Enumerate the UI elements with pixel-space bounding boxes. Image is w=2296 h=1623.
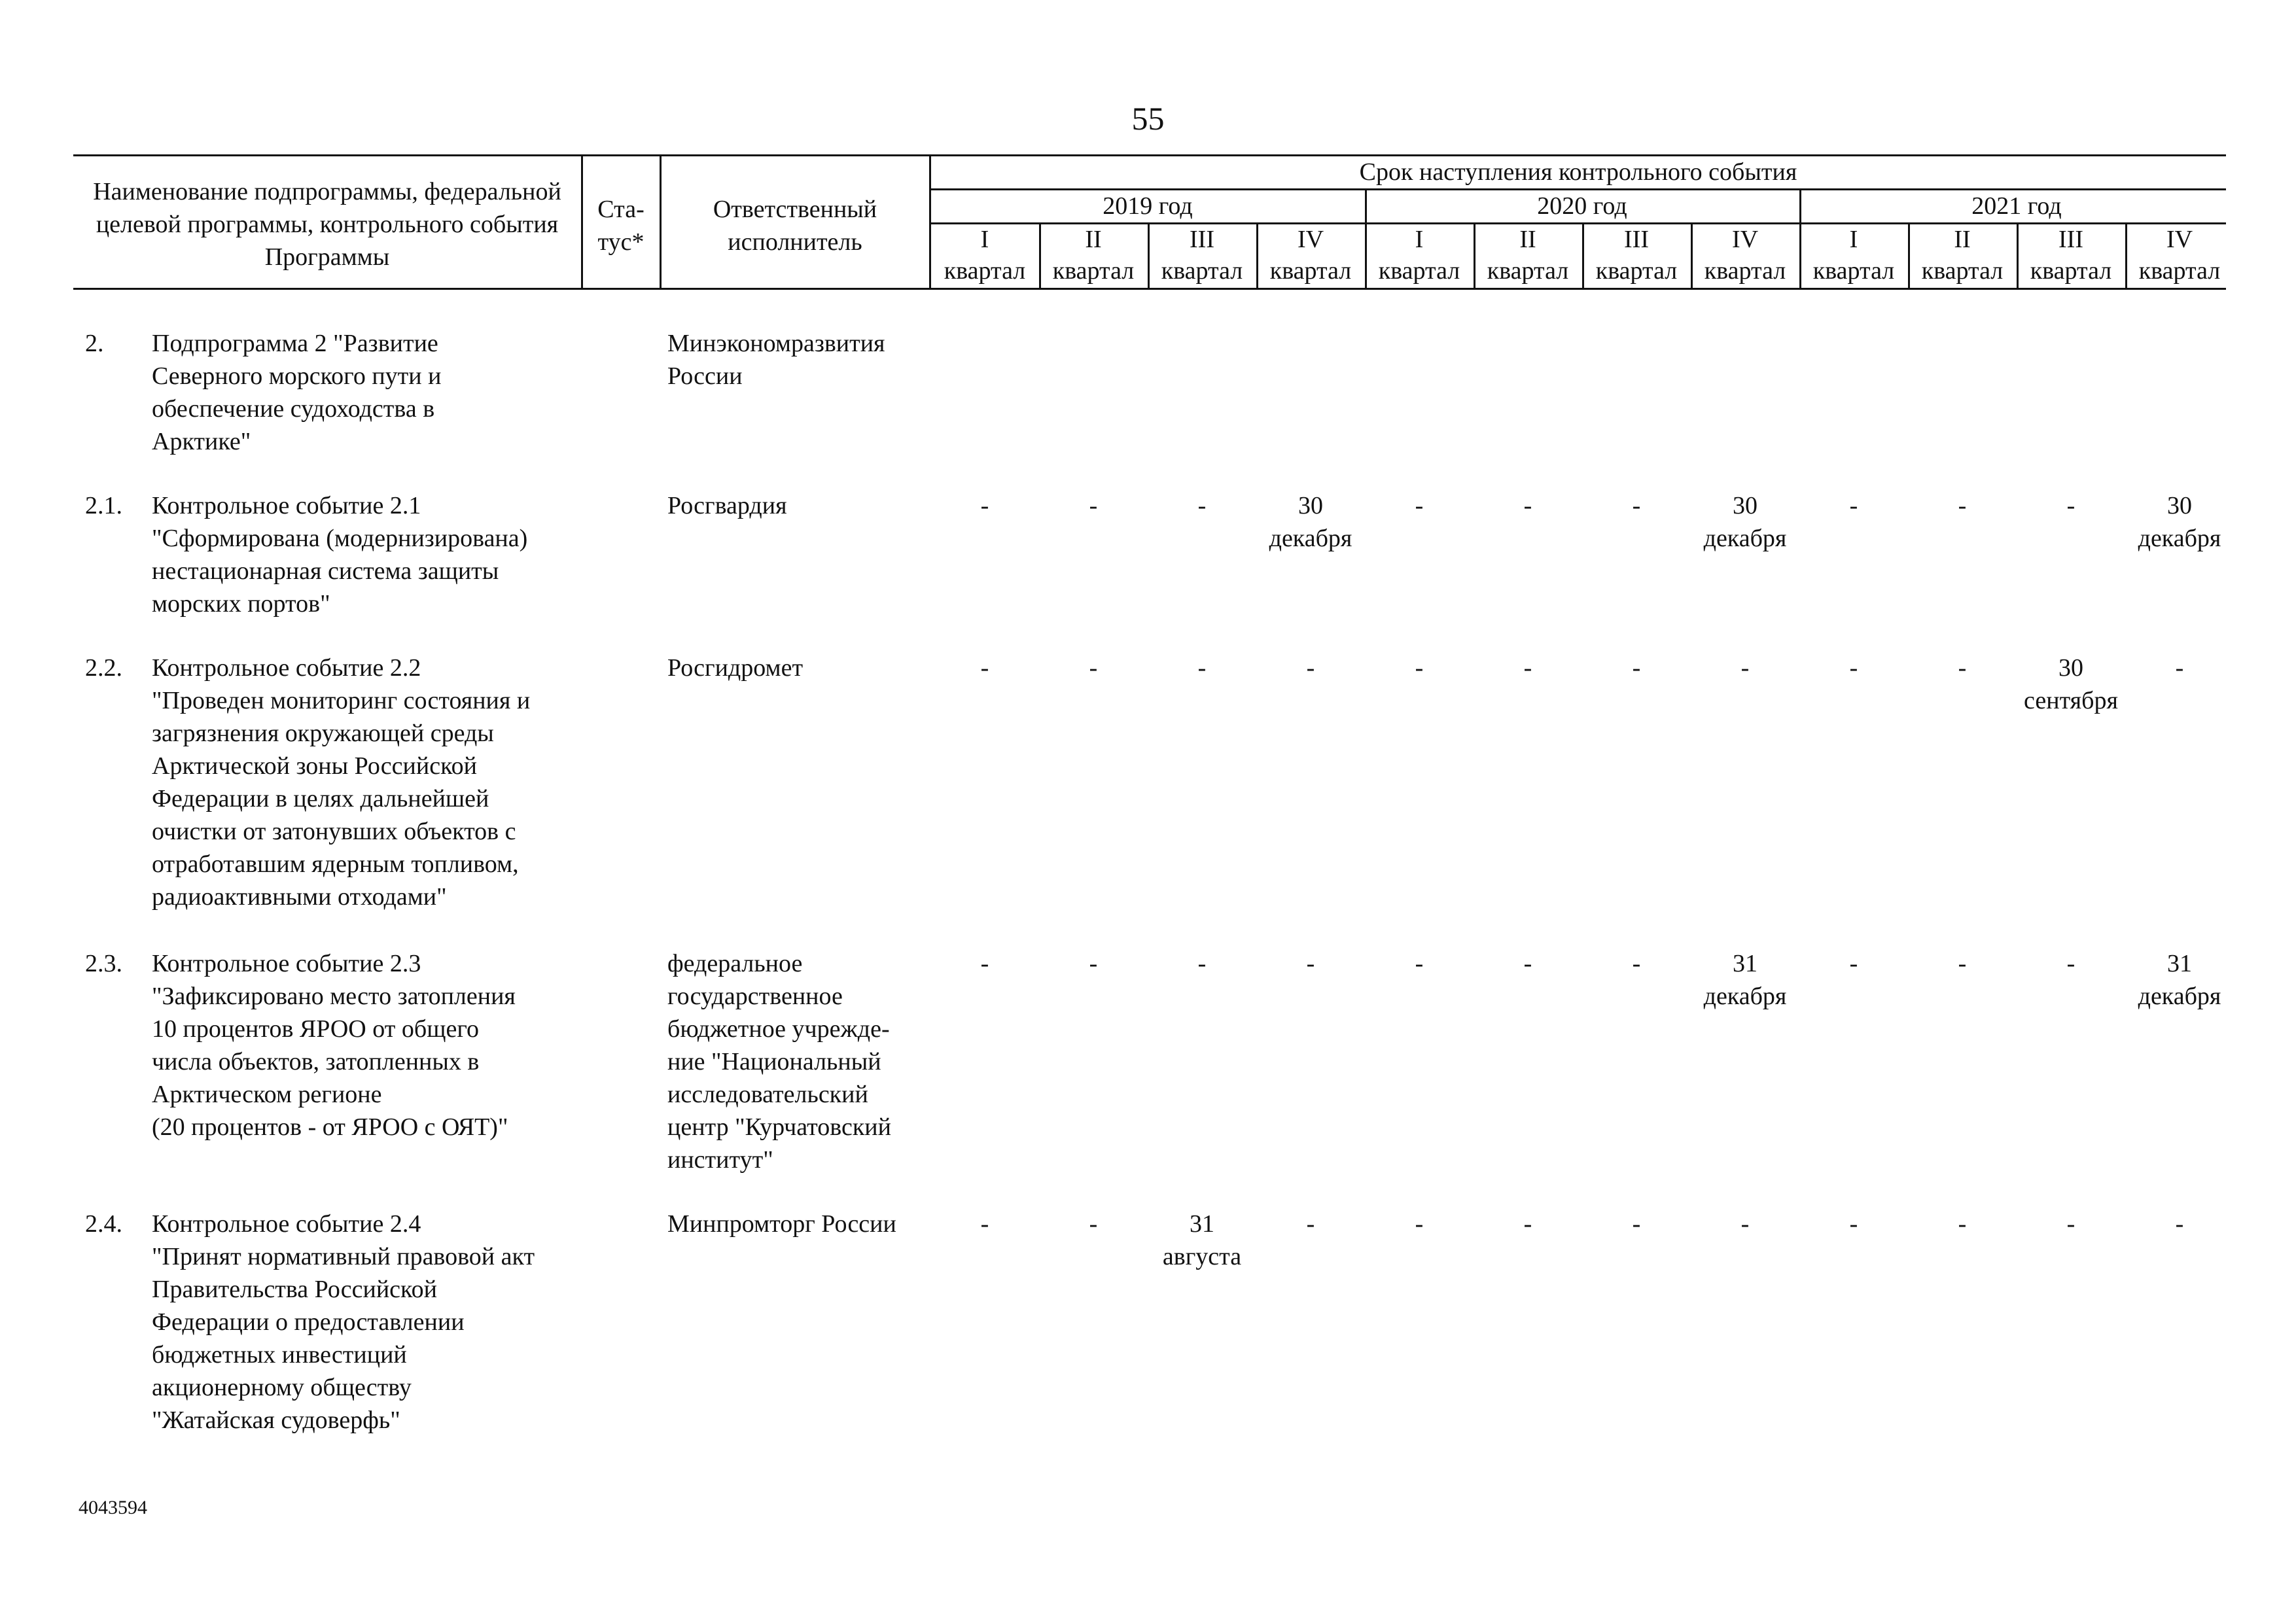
row-event-name-line: Северного морского пути и [152,362,442,390]
row-quarter-deadline-line: - [1523,492,1532,519]
row-quarter-deadline-line: - [1849,654,1858,682]
row-quarter-deadline [1908,652,2017,684]
header-status-line2: тус* [597,228,645,256]
row-event-name-line: нестационарная система защиты [152,557,499,585]
header-executor-line1: Ответственный [713,196,877,223]
header-quarter-divider [1039,222,1041,288]
row-quarter-deadline-line: 30 [1733,492,1757,519]
header-column-divider [660,154,662,288]
row-executor-line: центр "Курчатовский [667,1113,891,1141]
row-quarter-deadline [2017,652,2125,717]
row-event-name [152,947,577,1143]
header-column-divider [581,154,583,288]
row-executor-line: ние "Национальный [667,1048,881,1075]
row-quarter-deadline [930,947,1039,980]
header-quarter-divider [2125,222,2127,288]
header-quarter-3: III [1190,226,1214,253]
row-quarter-deadline [2125,489,2234,555]
row-number: 2.3. [85,950,122,977]
row-quarter-deadline [1039,489,1148,522]
header-quarter-word-4: квартал [1269,257,1352,285]
row-event-name-line: Федерации о предоставлении [152,1308,465,1336]
row-quarter-deadline [1799,1208,1908,1240]
row-quarter-deadline-line: - [1197,654,1207,682]
row-event-name-line: Правительства Российской [152,1276,437,1303]
row-quarter-deadline-line: декабря [2138,983,2221,1010]
row-executor-line: Минэкономразвития [667,330,885,357]
row-quarter-deadline-line: декабря [1703,983,1787,1010]
row-event-name-line: Арктике" [152,428,251,455]
header-quarter-word-9: квартал [1812,257,1895,285]
row-quarter-deadline [1582,652,1691,684]
header-quarter-2: II [1085,226,1102,253]
row-number: 2.4. [85,1210,122,1238]
header-quarter-word-10: квартал [1921,257,2004,285]
row-event-name-line: загрязнения окружающей среды [152,720,494,747]
row-quarter-deadline-line: - [1523,1210,1532,1238]
row-quarter-deadline-line: декабря [1703,525,1787,552]
row-quarter-deadline-line: 31 [2167,950,2192,977]
row-quarter-deadline-line: 31 [1733,950,1757,977]
row-quarter-deadline [1039,1208,1148,1240]
row-quarter-deadline [1256,1208,1365,1240]
row-quarter-deadline-line: - [980,950,989,977]
header-year-3: 2021 год [1971,192,2062,220]
row-quarter-deadline-line: - [1197,950,1207,977]
row-quarter-deadline [1256,947,1365,980]
row-quarter-deadline-line: декабря [2138,525,2221,552]
row-quarter-deadline-line: августа [1162,1243,1242,1270]
row-event-name-line: числа объектов, затопленных в [152,1048,480,1075]
header-quarter-word-2: квартал [1052,257,1135,285]
row-quarter-deadline-line: 31 [1190,1210,1214,1238]
row-quarter-deadline-line: - [1849,950,1858,977]
row-quarter-deadline-line: - [1958,654,1967,682]
row-quarter-deadline [1691,947,1799,1013]
row-quarter-deadline-line: - [1740,1210,1750,1238]
row-executor-line: России [667,362,743,390]
row-event-name-line: Контрольное событие 2.1 [152,492,421,519]
row-quarter-deadline [1039,947,1148,980]
row-quarter-deadline [1799,489,1908,522]
row-event-name-line: "Жатайская судоверфь" [152,1406,400,1434]
row-quarter-deadline [930,489,1039,522]
row-executor [667,327,929,393]
header-quarter-divider [1691,222,1693,288]
row-executor [667,947,929,1176]
row-quarter-deadline [1148,947,1256,980]
header-quarter-divider [1256,222,1258,288]
header-quarter-word-6: квартал [1487,257,1569,285]
row-event-name-line: отработавшим ядерным топливом, [152,850,519,878]
header-quarter-11: III [2058,226,2083,253]
row-quarter-deadline-line: - [2066,492,2075,519]
row-number: 2.1. [85,492,122,519]
row-quarter-deadline [1365,1208,1474,1240]
row-quarter-deadline [2017,1208,2125,1240]
header-quarter-4: IV [1297,226,1324,253]
row-quarter-deadline-line: - [1306,1210,1315,1238]
row-quarter-deadline-line: - [980,492,989,519]
row-quarter-deadline [1799,947,1908,980]
row-quarter-deadline [2125,947,2234,1013]
row-quarter-deadline [1148,1208,1256,1273]
row-quarter-deadline-line: - [980,654,989,682]
header-quarter-divider [1474,222,1475,288]
row-quarter-deadline-line: - [1632,950,1641,977]
row-event-name-line: "Проведен мониторинг состояния и [152,687,531,714]
row-event-name-line: "Зафиксировано место затопления [152,983,516,1010]
row-event-name-line: Контрольное событие 2.3 [152,950,421,977]
header-quarter-divider [2017,222,2019,288]
row-executor-line: исследовательский [667,1081,868,1108]
header-quarter-divider [1582,222,1584,288]
row-quarter-deadline-line: - [1306,654,1315,682]
row-quarter-deadline-line: - [2175,1210,2184,1238]
header-quarter-divider [1148,222,1150,288]
header-deadline-title: Срок наступления контрольного события [1359,158,1797,186]
row-quarter-deadline-line: - [1632,654,1641,682]
row-executor-line: Росгвардия [667,492,787,519]
row-quarter-deadline [1474,652,1582,684]
row-quarter-deadline-line: - [1306,950,1315,977]
row-quarter-deadline-line: 30 [2058,654,2083,682]
header-quarter-8: IV [1731,226,1759,253]
row-quarter-deadline [1691,1208,1799,1240]
header-quarter-divider [1908,222,1910,288]
row-quarter-deadline-line: - [2175,654,2184,682]
row-quarter-deadline [2125,652,2234,684]
row-event-name-line: морских портов" [152,590,330,618]
row-quarter-deadline-line: - [1089,492,1098,519]
row-quarter-deadline-line: - [1415,950,1424,977]
row-quarter-deadline [1908,1208,2017,1240]
row-quarter-deadline-line: сентября [2024,687,2118,714]
row-quarter-deadline [1365,947,1474,980]
row-quarter-deadline-line: - [1632,1210,1641,1238]
row-quarter-deadline [1365,652,1474,684]
header-quarter-word-5: квартал [1378,257,1460,285]
row-number: 2.2. [85,654,122,682]
row-event-name-line: Контрольное событие 2.2 [152,654,421,682]
header-quarter-1: I [980,226,989,253]
header-quarter-10: II [1954,226,1971,253]
row-event-name-line: "Сформирована (модернизирована) [152,525,528,552]
row-quarter-deadline-line: - [1958,1210,1967,1238]
row-quarter-deadline-line: - [1849,492,1858,519]
header-quarter-9: I [1849,226,1858,253]
header-name-column: Наименование подпрограммы, федеральной целевой программы, контрольного события Программы [93,178,561,271]
row-quarter-deadline [1582,947,1691,980]
row-executor-line: государственное [667,983,843,1010]
row-quarter-deadline-line: - [1958,492,1967,519]
row-event-name-line: Федерации в целях дальнейшей [152,785,489,812]
row-event-name-line: акционерному обществу [152,1374,412,1401]
row-executor [667,1208,929,1240]
row-quarter-deadline [1474,947,1582,980]
header-year-2: 2020 год [1537,192,1627,220]
row-event-name [152,1208,577,1437]
row-executor-line: бюджетное учрежде- [667,1015,890,1043]
row-quarter-deadline [2017,489,2125,522]
row-event-name-line: 10 процентов ЯРОО от общего [152,1015,479,1043]
row-event-name-line: Арктическом регионе [152,1081,382,1108]
header-quarter-word-11: квартал [2030,257,2112,285]
row-quarter-deadline [2125,1208,2234,1240]
row-quarter-deadline-line: - [1849,1210,1858,1238]
header-executor-line2: исполнитель [728,228,862,256]
row-executor-line: институт" [667,1146,773,1174]
header-quarter-word-7: квартал [1595,257,1678,285]
header-executor-column [661,190,929,262]
row-executor-line: Минпромторг России [667,1210,896,1238]
row-quarter-deadline [1582,489,1691,522]
header-quarter-5: I [1415,226,1424,253]
row-quarter-deadline-line: - [1089,654,1098,682]
row-quarter-deadline-line: - [980,1210,989,1238]
row-executor-line: федеральное [667,950,803,977]
row-quarter-deadline-line: - [1197,492,1207,519]
row-quarter-deadline-line: - [1958,950,1967,977]
row-quarter-deadline-line: - [2066,1210,2075,1238]
page-number: 55 [1131,100,1165,137]
row-event-name-line: Контрольное событие 2.4 [152,1210,421,1238]
header-quarter-12: IV [2166,226,2193,253]
row-quarter-deadline-line: - [1415,654,1424,682]
row-quarter-deadline [930,652,1039,684]
row-quarter-deadline-line: - [1089,1210,1098,1238]
row-event-name-line: радиоактивными отходами" [152,883,447,911]
row-quarter-deadline [1908,947,2017,980]
row-event-name-line: очистки от затонувших объектов с [152,818,516,845]
row-quarter-deadline [1365,489,1474,522]
header-quarter-word-12: квартал [2138,257,2221,285]
row-event-name-line: (20 процентов - от ЯРОО с ОЯТ)" [152,1113,508,1141]
row-quarter-deadline-line: - [1740,654,1750,682]
header-status-line1: Ста- [597,196,645,223]
row-event-name-line: "Принят нормативный правовой акт [152,1243,535,1270]
row-quarter-deadline [1039,652,1148,684]
header-quarter-word-1: квартал [944,257,1026,285]
row-executor [667,489,929,522]
header-quarter-6: II [1519,226,1536,253]
header-quarter-word-8: квартал [1704,257,1786,285]
row-quarter-deadline [1474,1208,1582,1240]
row-number: 2. [85,330,104,357]
row-quarter-deadline [1799,652,1908,684]
row-event-name [152,327,577,458]
row-quarter-deadline-line: - [1523,654,1532,682]
row-quarter-deadline-line: - [1089,950,1098,977]
header-status-column [582,190,660,262]
row-quarter-deadline [1691,489,1799,555]
row-quarter-deadline-line: - [2066,950,2075,977]
row-quarter-deadline [1691,652,1799,684]
row-quarter-deadline [1256,489,1365,555]
header-year-1: 2019 год [1103,192,1193,220]
row-event-name-line: бюджетных инвестиций [152,1341,407,1369]
row-quarter-deadline-line: - [1523,950,1532,977]
row-quarter-deadline-line: - [1415,492,1424,519]
row-quarter-deadline-line: декабря [1269,525,1352,552]
row-quarter-deadline [1582,1208,1691,1240]
row-event-name-line: Подпрограмма 2 "Развитие [152,330,438,357]
header-quarter-7: III [1624,226,1649,253]
row-quarter-deadline-line: - [1632,492,1641,519]
row-event-name [152,489,577,620]
row-quarter-deadline [1148,652,1256,684]
header-quarter-word-3: квартал [1161,257,1243,285]
row-event-name [152,652,577,913]
row-executor [667,652,929,684]
header-bottom-rule [73,288,2226,290]
row-event-name-line: Арктической зоны Российской [152,752,477,780]
row-quarter-deadline-line: - [1415,1210,1424,1238]
row-quarter-deadline [1474,489,1582,522]
row-quarter-deadline-line: 30 [1298,492,1323,519]
row-executor-line: Росгидромет [667,654,804,682]
row-quarter-deadline-line: 30 [2167,492,2192,519]
document-code: 4043594 [79,1497,147,1518]
row-quarter-deadline [930,1208,1039,1240]
row-quarter-deadline [1908,489,2017,522]
row-quarter-deadline [2017,947,2125,980]
row-quarter-deadline [1148,489,1256,522]
row-event-name-line: обеспечение судоходства в [152,395,435,423]
row-quarter-deadline [1256,652,1365,684]
